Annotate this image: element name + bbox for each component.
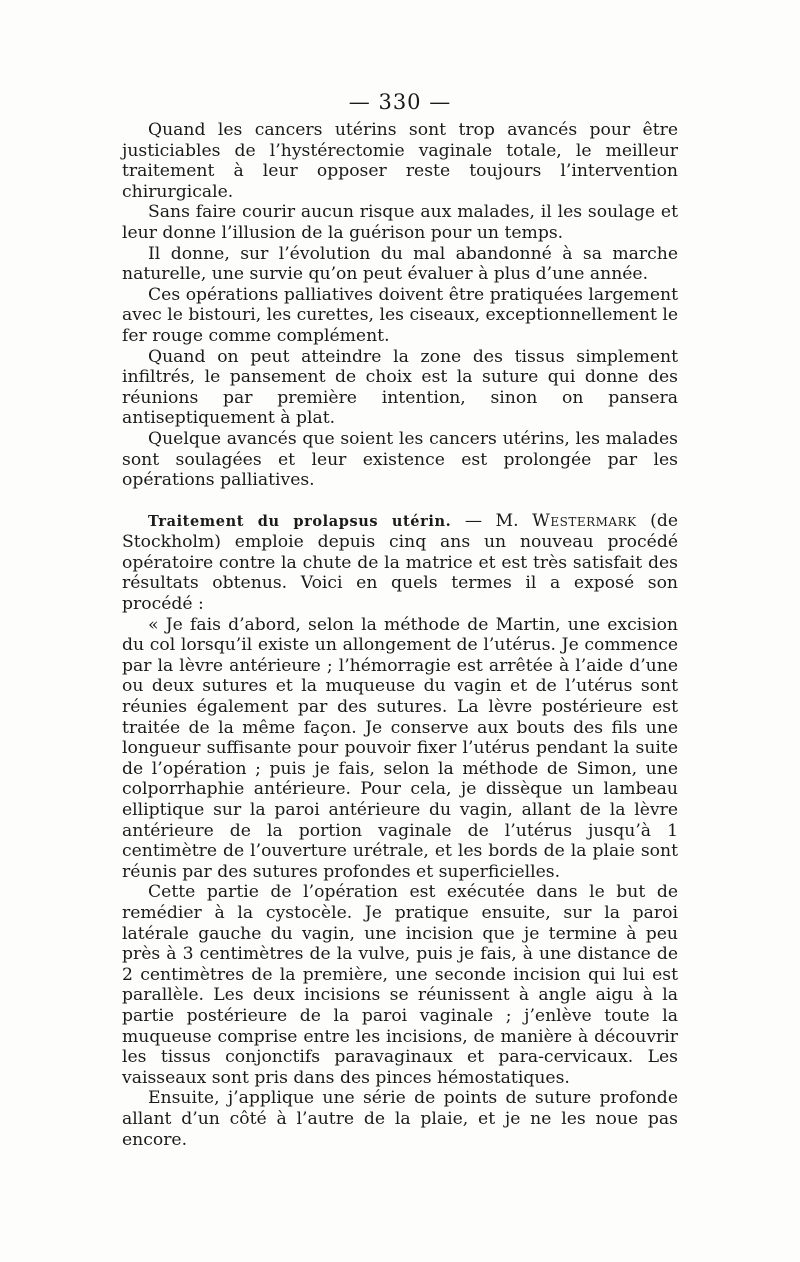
paragraph-5: Quand on peut atteindre la zone des tissus simplement infiltrés, le pansement de choix est la suture qui donne des réunions par première intention, sinon on pansera antiseptiquement à plat. xyxy=(122,346,678,429)
quote-paragraph-1: « Je fais d’abord, selon la méthode de Martin, une excision du col lorsqu’il existe un allongement de l’utérus. Je commence par la lèvre antérieure ; l’hémorragie est arrêtée à l’aide d’une ou deux sutures et la muqueuse du vagin et de l’utérus sont réunies également par des sutures. La lèvre postérieure est traitée de la même façon. Je conserve aux bouts des fils une longueur suffisante pour pouvoir fixer l’utérus pendant la suite de l’opération ; puis je fais, selon la méthode de Simon, une colporrhaphie antérieure. Pour cela, je dissèque un lambeau elliptique sur la paroi antérieure du vagin, allant de la lèvre antérieure de la portion vaginale de l’utérus jusqu’à 1 centimètre de l’ouverture urétrale, et les bords de la plaie sont réunis par des sutures profondes et superficielles. xyxy=(122,614,678,882)
paragraph-6: Quelque avancés que soient les cancers utérins, les malades sont soulagées et leur existence est prolongée par les opérations palliatives. xyxy=(122,428,678,491)
section-intro: (de Stockholm) emploie depuis cinq ans un nouveau procédé opératoire contre la chute de la matrice et est très satisfait des résultats obtenus. Voici en quels termes il a exposé son procédé : xyxy=(122,510,679,615)
page-number: — 330 — xyxy=(348,90,452,114)
quote-paragraph-3: Ensuite, j’applique une série de points de suture profonde allant d’un côté à l’autre de la plaie, et je ne les noue pas encore. xyxy=(122,1088,678,1150)
section-dash: — M. xyxy=(451,510,533,531)
paragraph-4: Ces opérations palliatives doivent être pratiquées largement avec le bistouri, les curettes, les ciseaux, exceptionnellement le fer rouge comme complément. xyxy=(122,284,678,346)
section-title: Traitement du prolapsus utérin. xyxy=(148,512,452,530)
paragraph-3: Il donne, sur l’évolution du mal abandonné à sa marche naturelle, une survie qu’on peut évaluer à plus d’une année. xyxy=(122,243,678,285)
section-author: Westermark xyxy=(532,510,637,531)
section-intro-paragraph xyxy=(122,511,678,615)
page-body xyxy=(122,120,678,1150)
paragraph-2: Sans faire courir aucun risque aux malades, il les soulage et leur donne l’illusion de la guérison pour un temps. xyxy=(122,202,678,243)
paragraph-1: Quand les cancers utérins sont trop avancés pour être justiciables de l’hystérectomie vaginale totale, le meilleur traitement à leur opposer reste toujours l’intervention chirurgicale. xyxy=(122,120,678,202)
quote-paragraph-2: Cette partie de l’opération est exécutée dans le but de remédier à la cystocèle. Je pratique ensuite, sur la paroi latérale gauche du vagin, une incision que je termine à peu près à 3 centimètres de la vulve, puis je fais, à une distance de 2 centimètres de la première, une seconde incision qui lui est parallèle. Les deux incisions se réunissent à angle aigu à la partie postérieure de la paroi vaginale ; j’enlève toute la muqueuse comprise entre les incisions, de manière à découvrir les tissus conjonctifs paravaginaux et para-cervicaux. Les vaisseaux sont pris dans des pinces hémostatiques. xyxy=(122,882,678,1088)
